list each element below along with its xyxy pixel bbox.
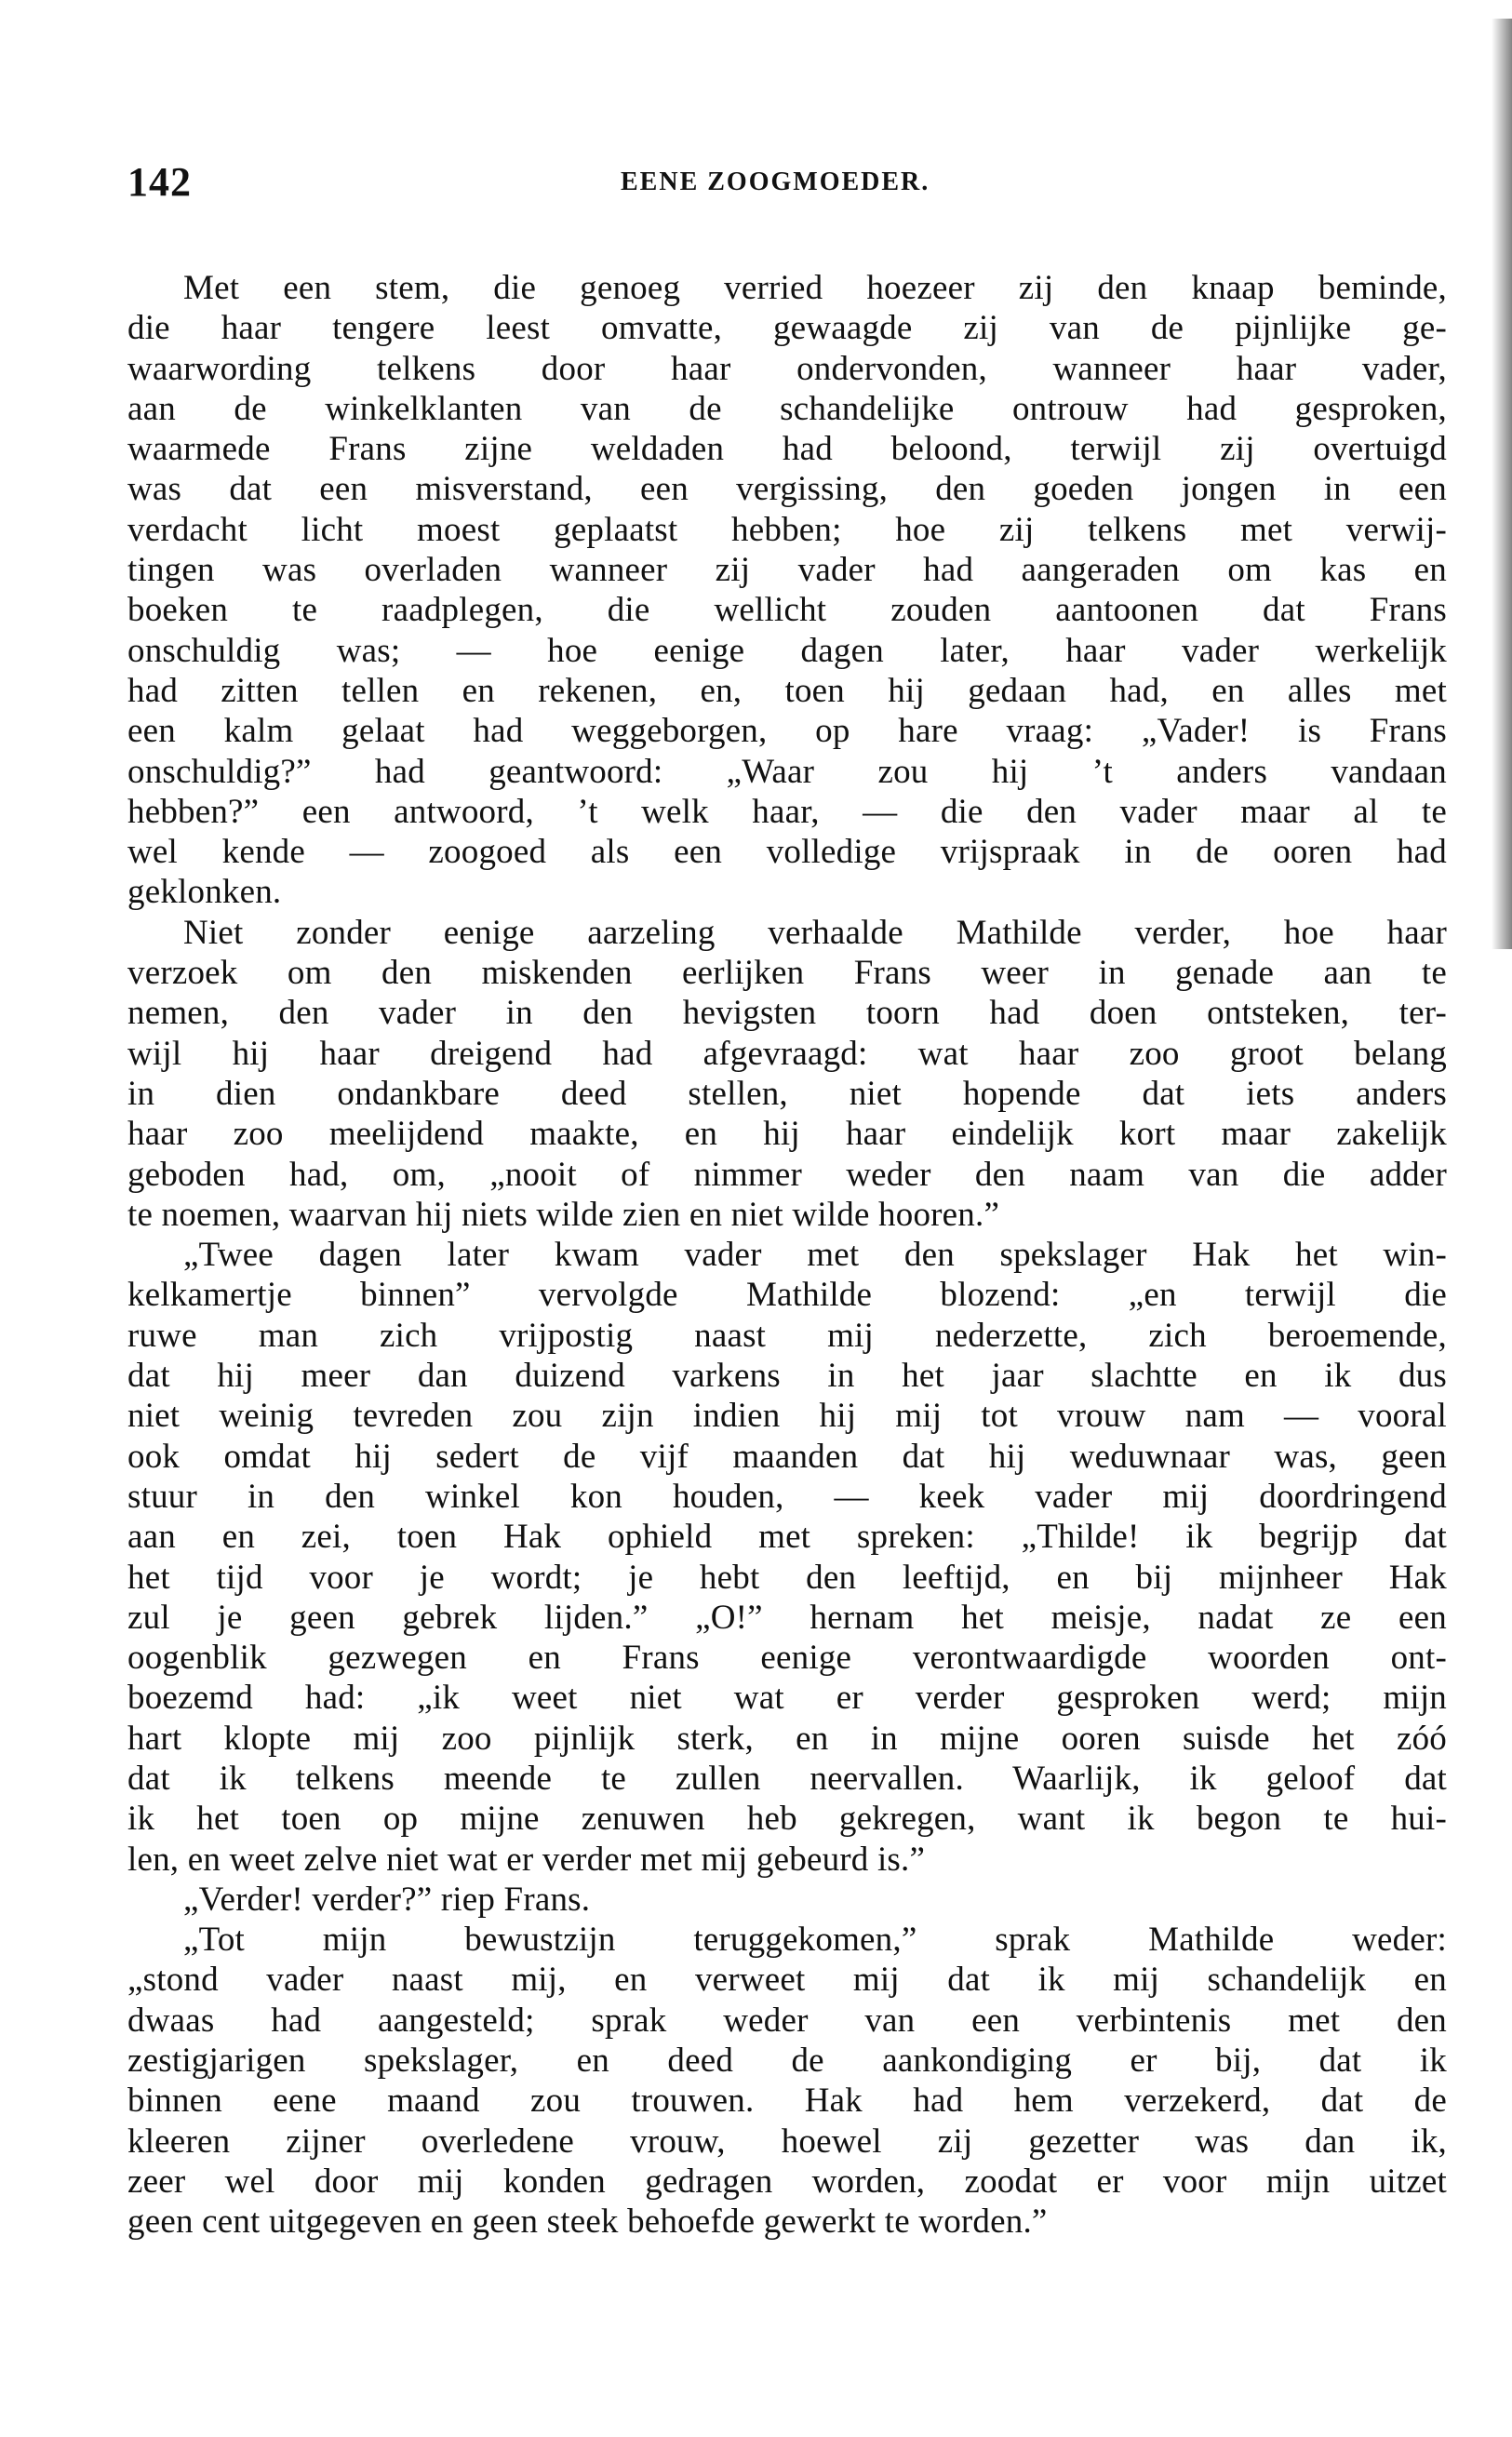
text-line: len, en weet zelve niet wat er verder met mij gebeurd is.” [127, 1840, 926, 1879]
text-line: dat ik telkens meende te zullen neervallen. Waarlijk, ik geloof dat [127, 1759, 1447, 1798]
text-line: waarmede Frans zijne weldaden had beloond, terwijl zij overtuigd [127, 430, 1447, 469]
text-line: wijl hij haar dreigend had afgevraagd: wat haar zoo groot belang [127, 1034, 1447, 1073]
page-number: 142 [127, 159, 192, 205]
text-line: boeken te raadplegen, die wellicht zouden aantoonen dat Frans [127, 591, 1447, 630]
text-line: onschuldig was; — hoe eenige dagen later, haar vader werkelijk [127, 631, 1447, 670]
text-line: die haar tengere leest omvatte, gewaagde zij van de pijnlijke ge- [127, 309, 1447, 348]
text-line: „Twee dagen later kwam vader met den spekslager Hak het win- [183, 1236, 1447, 1275]
text-line: aan en zei, toen Hak ophield met spreken: „Thilde! ik begrijp dat [127, 1518, 1447, 1557]
text-line: kelkamertje binnen” vervolgde Mathilde blozend: „en terwijl die [127, 1276, 1447, 1315]
text-line: niet weinig tevreden zou zijn indien hij mij tot vrouw nam — vooral [127, 1397, 1447, 1436]
text-line: had zitten tellen en rekenen, en, toen hij gedaan had, en alles met [127, 671, 1447, 710]
body-text [127, 268, 1447, 2243]
text-line: hebben?” een antwoord, ’t welk haar, — die den vader maar al te [127, 792, 1447, 831]
text-line: tingen was overladen wanneer zij vader had aangeraden om kas en [127, 551, 1447, 590]
text-line: zeer wel door mij konden gedragen worden, zoodat er voor mijn uitzet [127, 2162, 1447, 2201]
running-head: EENE ZOOGMOEDER. [621, 167, 930, 196]
text-line: het tijd voor je wordt; je hebt den leeftijd, en bij mijnheer Hak [127, 1558, 1447, 1597]
text-line: geen cent uitgegeven en geen steek behoefde gewerkt te worden.” [127, 2203, 1048, 2242]
text-line: nemen, den vader in den hevigsten toorn had doen ontsteken, ter- [127, 994, 1447, 1033]
text-line: dwaas had aangesteld; sprak weder van een verbintenis met den [127, 2001, 1447, 2040]
text-line: hart klopte mij zoo pijnlijk sterk, en in mijne ooren suisde het zóó [127, 1719, 1447, 1758]
text-line: geboden had, om, „nooit of nimmer weder den naam van die adder [127, 1155, 1447, 1194]
text-line: geklonken. [127, 873, 282, 912]
text-line: waarwording telkens door haar ondervonden, wanneer haar vader, [127, 349, 1447, 388]
scan-edge-shadow [1492, 19, 1512, 949]
text-line: oogenblik gezwegen en Frans eenige verontwaardigde woorden ont- [127, 1639, 1447, 1678]
text-line: ik het toen op mijne zenuwen heb gekregen, want ik begon te hui- [127, 1800, 1447, 1839]
text-line: „stond vader naast mij, en verweet mij dat ik mij schandelijk en [127, 1961, 1447, 2000]
text-line: onschuldig?” had geantwoord: „Waar zou hij ’t anders vandaan [127, 752, 1447, 791]
text-line: binnen eene maand zou trouwen. Hak had hem verzekerd, dat de [127, 2082, 1447, 2121]
text-line: Niet zonder eenige aarzeling verhaalde Mathilde verder, hoe haar [183, 913, 1447, 952]
text-line: wel kende — zoogoed als een volledige vrijspraak in de ooren had [127, 833, 1447, 872]
page-header [127, 158, 1449, 214]
text-line: Met een stem, die genoeg verried hoezeer zij den knaap beminde, [183, 269, 1447, 307]
text-line: „Tot mijn bewustzijn teruggekomen,” sprak Mathilde weder: [183, 1921, 1447, 1960]
text-line: verzoek om den miskenden eerlijken Frans weer in genade aan te [127, 954, 1447, 993]
text-line: „Verder! verder?” riep Frans. [183, 1880, 591, 1919]
text-line: ruwe man zich vrijpostig naast mij nederzette, zich beroemende, [127, 1316, 1447, 1355]
text-line: een kalm gelaat had weggeborgen, op hare vraag: „Vader! is Frans [127, 712, 1447, 751]
text-line: stuur in den winkel kon houden, — keek vader mij doordringend [127, 1477, 1447, 1516]
text-line: ook omdat hij sedert de vijf maanden dat hij weduwnaar was, geen [127, 1437, 1447, 1476]
text-line: zestigjarigen spekslager, en deed de aankondiging er bij, dat ik [127, 2042, 1447, 2081]
text-line: zul je geen gebrek lijden.” „O!” hernam het meisje, nadat ze een [127, 1598, 1447, 1637]
text-line: in dien ondankbare deed stellen, niet hopende dat iets anders [127, 1074, 1447, 1113]
text-line: dat hij meer dan duizend varkens in het jaar slachtte en ik dus [127, 1357, 1447, 1396]
text-line: verdacht licht moest geplaatst hebben; hoe zij telkens met verwij- [127, 510, 1447, 549]
text-line: kleeren zijner overledene vrouw, hoewel zij gezetter was dan ik, [127, 2122, 1447, 2161]
text-line: boezemd had: „ik weet niet wat er verder gesproken werd; mijn [127, 1679, 1447, 1718]
text-line: aan de winkelklanten van de schandelijke ontrouw had gesproken, [127, 389, 1447, 428]
text-line: te noemen, waarvan hij niets wilde zien en niet wilde hooren.” [127, 1195, 1000, 1234]
text-line: was dat een misverstand, een vergissing, den goeden jongen in een [127, 470, 1447, 509]
text-line: haar zoo meelijdend maakte, en hij haar eindelijk kort maar zakelijk [127, 1115, 1447, 1154]
